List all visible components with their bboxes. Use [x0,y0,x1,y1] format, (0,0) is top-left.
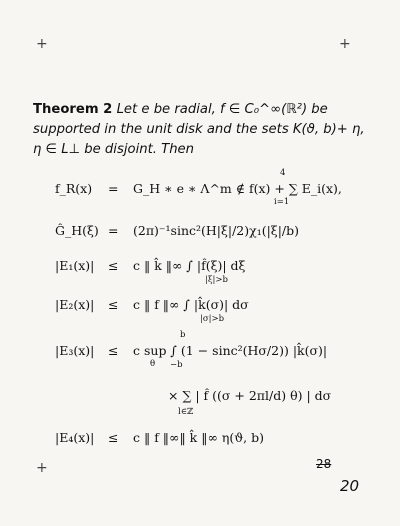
eq1-sum-lower: i=1 [274,197,290,207]
eq6-rhs: × ∑ | f̂ ((σ + 2πl/d) θ) | dσ [168,388,332,403]
eq5-lhs: |E₃(x)| [55,343,95,358]
struck-page-number: 28 [316,457,332,471]
eq3-integral-limit: |ξ|>b [205,275,228,285]
registration-mark-bottom-left: + [36,460,48,476]
eq5-integral-upper: b [180,330,186,340]
eq3-rhs: c ‖ k̂ ‖∞ ∫ |f̂(ξ)| dξ [133,258,246,273]
eq2-relation: = [108,223,119,238]
eq7-lhs: |E₄(x)| [55,430,95,445]
eq4-integral-limit: |σ|>b [200,314,225,324]
eq5-sup-subscript: θ [150,359,156,369]
eq7-rhs: c ‖ f ‖∞‖ k̂ ‖∞ η(ϑ, b) [133,430,264,445]
handwritten-page-number: 20 [340,477,360,495]
eq3-relation: ≤ [108,258,119,273]
eq5-integral-lower: −b [170,360,183,370]
eq4-rhs: c ‖ f ‖∞ ∫ |k̂(σ)| dσ [133,297,249,312]
eq2-lhs: Ĝ_H(ξ) [55,223,99,238]
eq5-rhs: c sup ∫ (1 − sinc²(Hσ/2)) |k̂(σ)| [133,343,328,358]
eq2-rhs: (2π)⁻¹sinc²(H|ξ|/2)χ₁(|ξ|/b) [133,223,299,238]
eq5-relation: ≤ [108,343,119,358]
theorem-text: Let e be radial, f ∈ C₀^∞(ℝ²) be supported in the unit disk and the sets K(ϑ, b)+ η, η ∈ L⊥ be disjoint. Then [33,102,365,157]
eq7-relation: ≤ [108,430,119,445]
theorem-statement [33,100,373,160]
eq4-lhs: |E₂(x)| [55,297,95,312]
eq4-relation: ≤ [108,297,119,312]
eq1-relation: = [108,181,119,196]
registration-mark-top-left: + [36,36,48,52]
eq1-sum-upper: 4 [280,168,286,178]
eq3-lhs: |E₁(x)| [55,258,95,273]
eq1-lhs: f_R(x) [55,181,93,196]
registration-mark-top-right: + [339,36,351,52]
theorem-heading: Theorem 2 [33,102,113,117]
eq6-sum-lower: l∈ℤ [178,407,194,417]
eq1-rhs: G_H ∗ e ∗ Λ^m ∉ f(x) + ∑ E_i(x), [133,181,342,196]
